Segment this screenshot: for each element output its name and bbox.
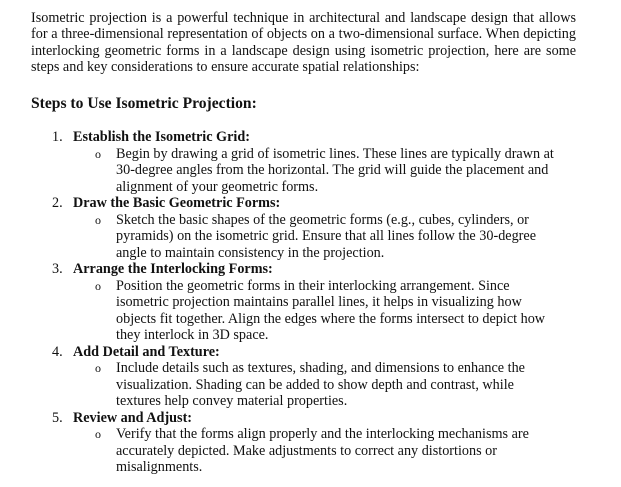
step-sublist [31, 278, 591, 344]
step-number: 4. [52, 343, 63, 360]
step-label: Arrange the Interlocking Forms: [73, 261, 273, 277]
bullet-icon: o [95, 212, 101, 227]
step-detail [31, 146, 556, 196]
step-sublist [31, 212, 591, 262]
step-item [31, 344, 591, 410]
step-item [31, 129, 591, 195]
step-sublist [31, 146, 591, 196]
step-number: 2. [52, 195, 63, 211]
step-detail [31, 360, 556, 410]
step-title [31, 261, 591, 278]
step-item [31, 261, 591, 344]
step-detail-text: Begin by drawing a grid of isometric lines. These lines are typically drawn at 30-degree angles from the horizontal. The grid will guide the placement and alignment of your geometric forms. [116, 145, 554, 195]
step-detail [31, 426, 556, 476]
step-number: 5. [52, 409, 63, 426]
step-number: 3. [52, 261, 63, 277]
step-detail-text: Include details such as textures, shading, and dimensions to enhance the visualization. Shading can be added to show depth and contrast, while textures help convey material properties. [116, 360, 525, 409]
step-detail-text: Verify that the forms align properly and the interlocking mechanisms are accurately depicted. Make adjustments to correct any distortions or misalignments. [116, 426, 529, 475]
step-title [31, 410, 591, 427]
step-title [31, 344, 591, 361]
steps-list [31, 129, 591, 476]
step-detail-text: Sketch the basic shapes of the geometric forms (e.g., cubes, cylinders, or pyramids) on the isometric grid. Ensure that all lines follow the 30-degree angle to maintain consistency in the projection. [116, 211, 536, 261]
step-detail [31, 278, 556, 344]
step-sublist [31, 426, 591, 476]
step-detail [31, 212, 556, 262]
step-title [31, 195, 591, 212]
step-sublist [31, 360, 591, 410]
step-number: 1. [52, 129, 63, 145]
step-label: Add Detail and Texture: [73, 343, 220, 360]
step-detail-text: Position the geometric forms in their interlocking arrangement. Since isometric projection maintains parallel lines, it helps in visualizing how objects fit together. Align the edges where the forms intersect to depict how they interlock in 3D space. [116, 277, 546, 343]
bullet-icon: o [95, 278, 101, 293]
bullet-icon: o [95, 427, 101, 441]
intro-paragraph: Isometric projection is a powerful technique in architectural and landscape design that allows for a three-dimensional representation of objects on a two-dimensional surface. When depicting interlocking geometric forms in a landscape design using isometric projection, here are some steps and key considerations to ensure accurate spatial relationships: [31, 10, 576, 76]
section-heading: Steps to Use Isometric Projection: [31, 95, 257, 112]
bullet-icon: o [95, 361, 101, 375]
step-title [31, 129, 591, 146]
step-label: Review and Adjust: [73, 409, 193, 426]
step-label: Draw the Basic Geometric Forms: [73, 195, 281, 211]
bullet-icon: o [95, 146, 101, 161]
step-item [31, 195, 591, 261]
step-label: Establish the Isometric Grid: [73, 129, 250, 145]
step-item [31, 410, 591, 476]
